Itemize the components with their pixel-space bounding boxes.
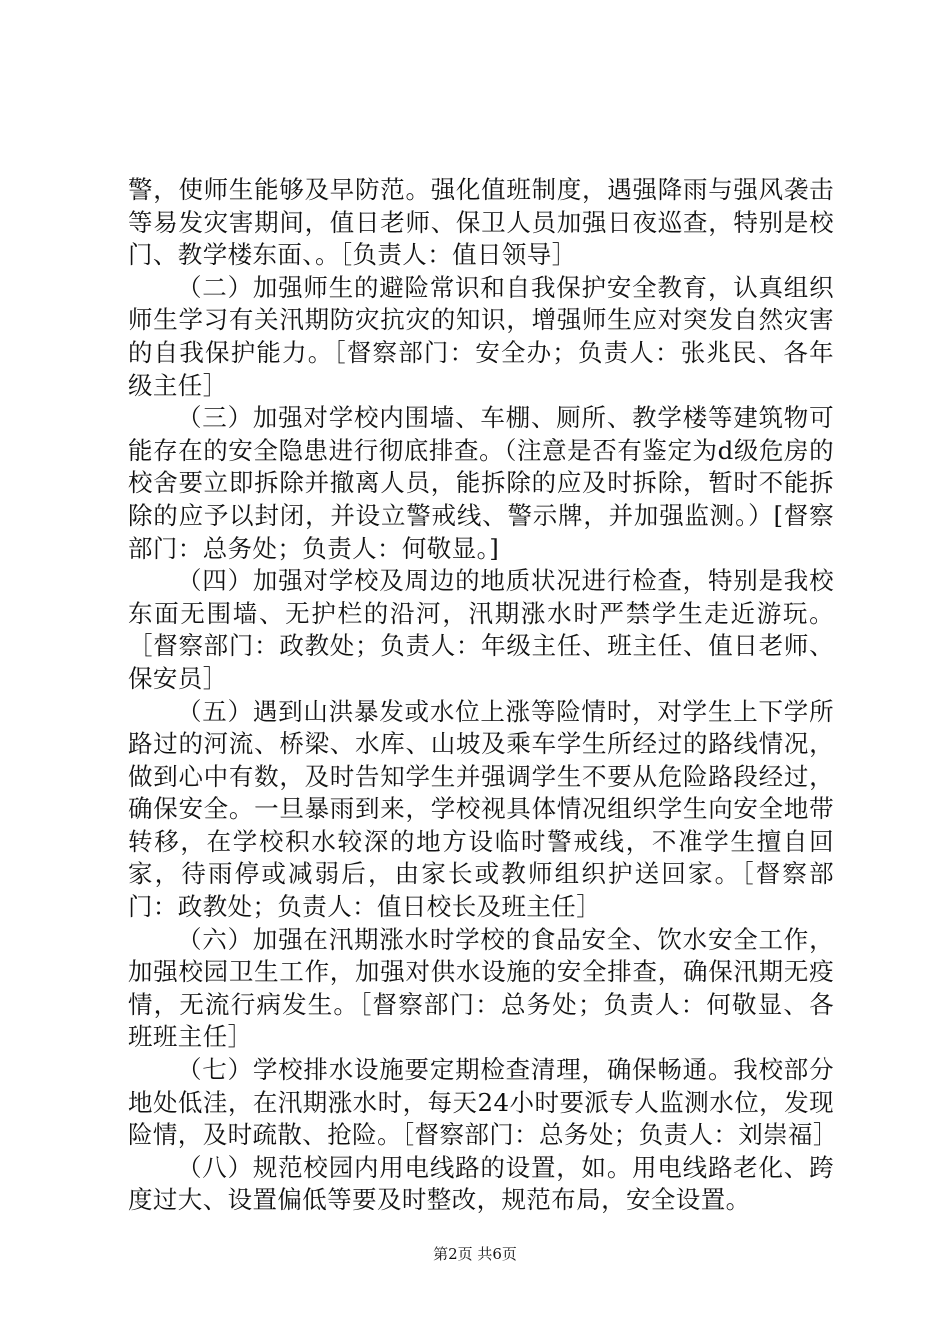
paragraph-continuation: 警，使师生能够及早防范。强化值班制度，遇强降雨与强风袭击等易发灾害期间，值日老师、保卫人员加强日夜巡查，特别是校门、教学楼东面、。［负责人：值日领导］ xyxy=(128,175,834,270)
paragraph-item-5: （五）遇到山洪暴发或水位上涨等险情时，对学生上下学所路过的河流、桥梁、水库、山坡及乘车学生所经过的路线情况，做到心中有数，及时告知学生并强调学生不要从危险路段经过，确保安全。一旦暴雨到来，学校视具体情况组织学生向安全地带转移，在学校积水较深的地方设临时警戒线，不准学生擅自回家，待雨停或减弱后，由家长或教师组织护送回家。［督察部门：政教处；负责人：值日校长及班主任］ xyxy=(128,696,834,922)
paragraph-item-6: （六）加强在汛期涨水时学校的食品安全、饮水安全工作，加强校园卫生工作，加强对供水设施的安全排查，确保汛期无疫情，无流行病发生。［督察部门：总务处；负责人：何敬显、各班班主任］ xyxy=(128,924,834,1052)
page-footer xyxy=(0,1245,950,1263)
paragraph-item-4: （四）加强对学校及周边的地质状况进行检查，特别是我校东面无围墙、无护栏的沿河，汛期涨水时严禁学生走近游玩。［督察部门：政教处；负责人：年级主任、班主任、值日老师、保安员］ xyxy=(128,566,834,693)
paragraph-item-2: （二）加强师生的避险常识和自我保护安全教育，认真组织师生学习有关汛期防灾抗灾的知识，增强师生应对突发自然灾害的自我保护能力。［督察部门：安全办；负责人：张兆民、各年级主任］ xyxy=(128,272,834,400)
document-body xyxy=(128,174,838,1217)
page-number: 第2页 共6页 xyxy=(433,1245,517,1263)
paragraph-item-8: （八）规范校园内用电线路的设置，如。用电线路老化、跨度过大、设置偏低等要及时整改，规范布局，安全设置。 xyxy=(128,1152,834,1215)
paragraph-item-3: （三）加强对学校内围墙、车棚、厕所、教学楼等建筑物可能存在的安全隐患进行彻底排查。（注意是否有鉴定为d级危房的校舍要立即拆除并撤离人员，能拆除的应及时拆除，暂时不能拆除的应予以封闭，并设立警戒线、警示牌，并加强监测。）[督察部门：总务处；负责人：何敬显。] xyxy=(128,403,834,563)
paragraph-item-7: （七）学校排水设施要定期检查清理，确保畅通。我校部分地处低洼，在汛期涨水时，每天24小时要派专人监测水位，发现险情，及时疏散、抢险。［督察部门：总务处；负责人：刘崇福］ xyxy=(128,1055,838,1150)
